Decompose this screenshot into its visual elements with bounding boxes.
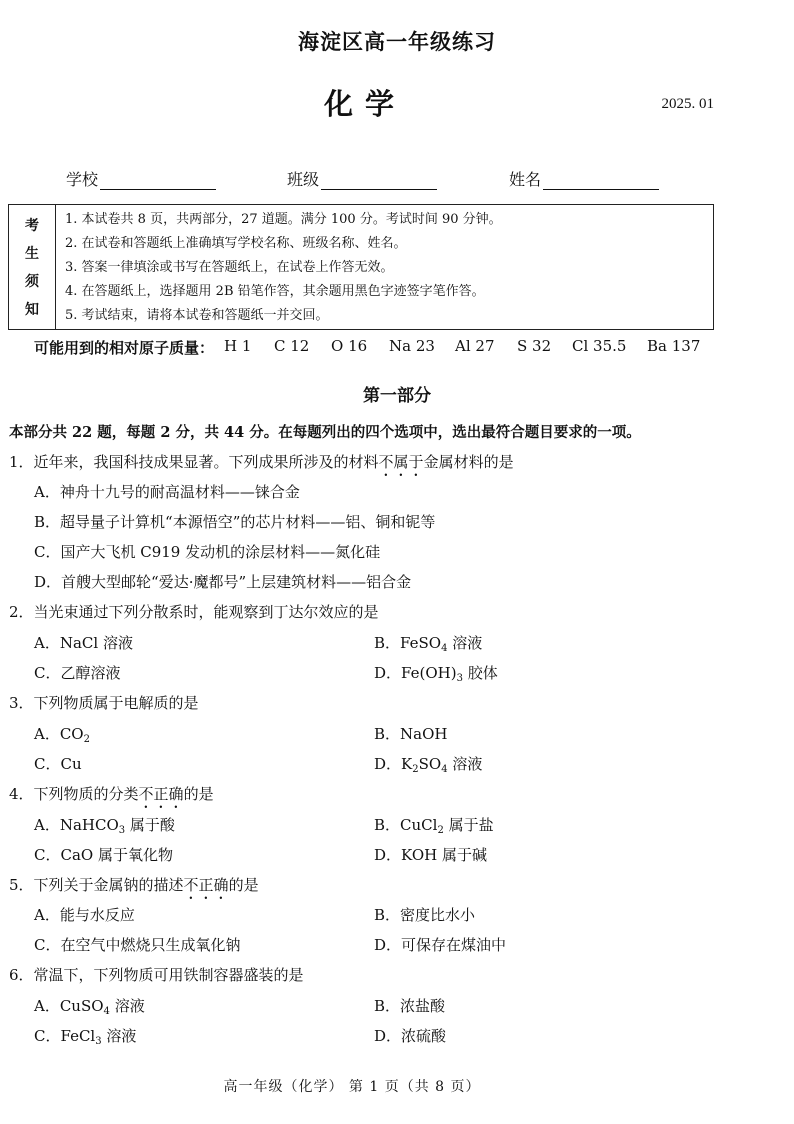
option-text: 溶液 [101,1027,137,1045]
notice-item: 4. 在答题纸上，选择题用 2B 铅笔作答，其余题用黑色字迹签字笔作答。 [65,284,485,299]
question-3-option-c: C．Cu [34,755,82,773]
school-label: 学校 [66,170,99,189]
atomic-mass-item: C 12 [274,337,310,355]
question-4-option-b [374,814,494,836]
notice-box [8,204,714,330]
notice-label-char: 考 [25,218,39,234]
question-6-option-b: B．浓盐酸 [374,997,446,1015]
atomic-masses [34,337,700,358]
question-text: 5．下列关于金属钠的描述 [9,876,184,894]
question-text: 的是 [183,785,214,803]
name-blank [543,173,659,190]
exam-title: 海淀区高一年级练习 [298,29,496,54]
class-field [287,167,437,190]
notice-item: 5. 考试结束，请将本试卷和答题纸一并交回。 [65,308,329,323]
section-title: 第一部分 [363,386,431,406]
question-5-stem [9,874,259,903]
notice-label-char: 知 [25,302,39,318]
question-5-option-a: A．能与水反应 [34,906,135,924]
notice-label-char: 须 [25,274,39,290]
subject-title: 化学 [323,87,406,121]
question-5-option-b: B．密度比水小 [374,906,476,924]
subscript: 2 [437,825,444,836]
atomic-mass-item: Na 23 [389,337,435,355]
formula-text: A．CuSO [34,997,104,1015]
question-1-option-b: B．超导量子计算机“本源悟空”的芯片材料——铝、铜和铌等 [34,513,436,531]
subscript: 2 [83,734,90,745]
subscript: 3 [95,1036,102,1047]
option-text: 属于酸 [125,816,175,834]
subscript: 3 [456,673,463,684]
school-field [66,167,216,190]
subscript: 3 [118,825,126,836]
notice-item: 2. 在试卷和答题纸上准确填写学校名称、班级名称、姓名。 [65,236,407,251]
subscript: 4 [441,643,448,654]
emphasis-text: 不正确 [183,876,229,894]
class-blank [321,173,437,190]
question-1-option-d: D．首艘大型邮轮“爱达·魔都号”上层建筑材料——铝合金 [34,573,412,591]
question-2-stem: 2．当光束通过下列分散系时，能观察到丁达尔效应的是 [9,603,379,621]
atomic-mass-item: H 1 [224,337,252,355]
question-3-stem: 3．下列物质属于电解质的是 [9,694,199,712]
question-1-stem [9,451,514,480]
question-text: 4．下列物质的分类 [9,785,139,803]
emphasis-text: 不正确 [138,785,184,803]
question-6-option-a [34,995,145,1017]
notice-list [56,205,713,329]
formula-text: A．CO [34,725,84,743]
question-6-option-d: D．浓硫酸 [374,1027,447,1045]
option-text: 胶体 [462,664,498,682]
atomic-mass-item: Al 27 [455,337,495,355]
atomic-mass-item: Cl 35.5 [572,337,627,355]
emphasis-text: 不属于 [378,453,424,471]
question-5-option-c: C．在空气中燃烧只生成氧化钠 [34,936,241,954]
formula-text: A．NaHCO [34,816,119,834]
question-text: 1．近年来，我国科技成果显著。下列成果所涉及的材料 [9,453,379,471]
question-4-option-a [34,814,175,836]
formula-text: SO [418,755,442,773]
atomic-mass-item: S 32 [517,337,552,355]
option-text: 属于盐 [443,816,494,834]
formula-text: C．FeCl [34,1027,96,1045]
question-5-option-d: D．可保存在煤油中 [374,936,507,954]
question-2-option-d [374,662,498,684]
option-text: 溶液 [447,634,483,652]
formula-text: B．CuCl [374,816,438,834]
exam-date: 2025. 01 [661,96,714,112]
question-3-option-d [374,753,482,775]
atomic-mass-item: Ba 137 [647,337,701,355]
question-4-option-d: D．KOH 属于碱 [374,846,487,864]
question-6-option-c [34,1025,136,1047]
question-3-option-b: B．NaOH [374,725,448,743]
question-2-option-b [374,632,482,654]
option-text: 溶液 [109,997,145,1015]
question-1-option-c: C．国产大飞机 C919 发动机的涂层材料——氮化硅 [34,543,381,561]
question-text: 金属材料的是 [423,453,514,471]
name-label: 姓名 [509,170,542,189]
question-1-option-a: A．神舟十九号的耐高温材料——铼合金 [34,483,300,501]
question-2-option-a: A．NaCl 溶液 [34,634,133,652]
notice-label [9,205,56,329]
subscript: 2 [412,764,419,775]
page-footer: 高一年级（化学） 第 1 页（共 8 页） [223,1079,481,1095]
atomic-masses-label: 可能用到的相对原子质量： [34,339,215,357]
question-4-option-c: C．CaO 属于氧化物 [34,846,173,864]
subscript: 4 [441,764,448,775]
class-label: 班级 [287,170,320,189]
option-text: 溶液 [447,755,483,773]
notice-item: 3. 答案一律填涂或书写在答题纸上，在试卷上作答无效。 [65,260,394,275]
subscript: 4 [103,1006,110,1017]
question-2-option-c: C．乙醇溶液 [34,664,121,682]
question-6-stem: 6．常温下，下列物质可用铁制容器盛装的是 [9,966,304,984]
question-3-option-a [34,723,90,745]
name-field [509,167,659,190]
atomic-mass-item: O 16 [331,337,368,355]
school-blank [100,173,216,190]
notice-item: 1. 本试卷共 8 页，共两部分，27 道题。满分 100 分。考试时间 90 分钟。 [65,212,502,227]
formula-text: D．K [374,755,413,773]
notice-label-char: 生 [25,246,39,262]
question-text: 的是 [228,876,259,894]
formula-text: B．FeSO [374,634,442,652]
formula-text: D．Fe(OH) [374,664,457,682]
section-intro: 本部分共 22 题，每题 2 分，共 44 分。在每题列出的四个选项中，选出最符合题目要求的一项。 [9,424,641,441]
question-4-stem [9,783,214,812]
